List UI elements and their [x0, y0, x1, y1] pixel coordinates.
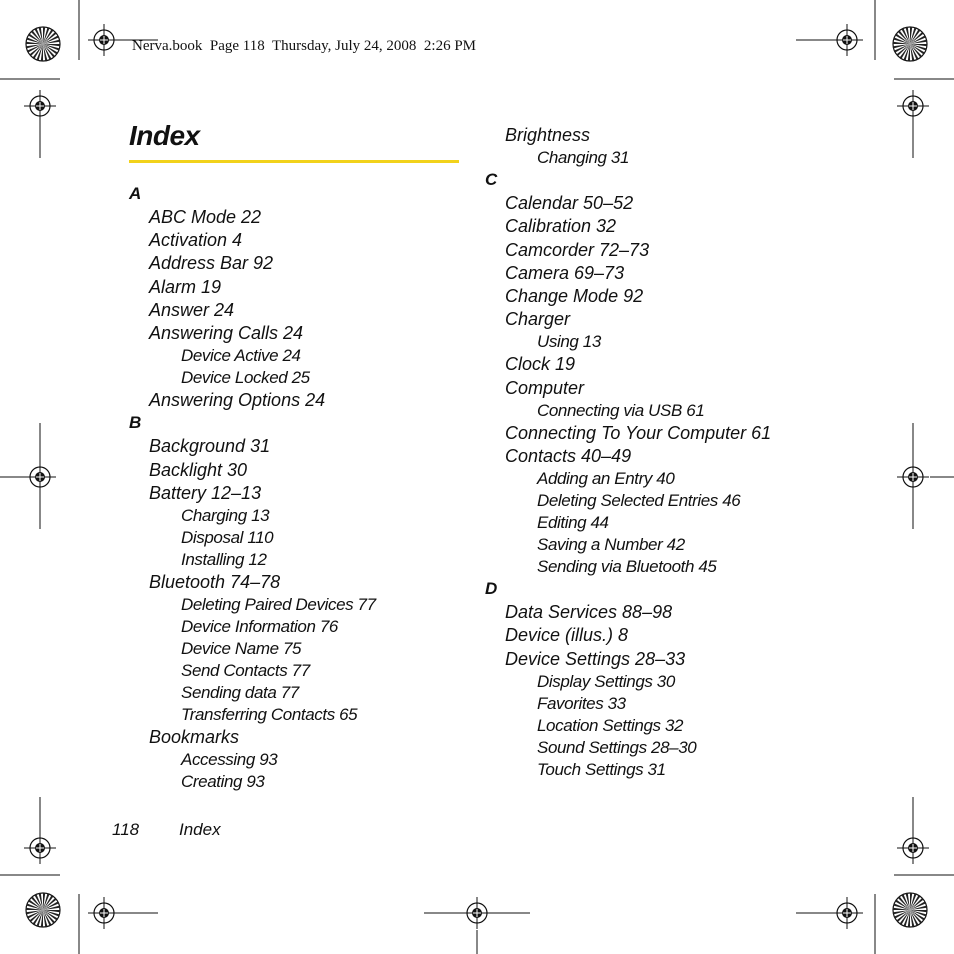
star-target-mark: [26, 27, 60, 61]
registration-mark: [88, 24, 120, 56]
registration-mark: [831, 24, 863, 56]
index-subentry: Touch Settings 31: [537, 759, 666, 779]
index-entry: Answer 24: [149, 299, 235, 320]
index-subentry: Connecting via USB 61: [537, 400, 705, 420]
index-subentry: Device Information 76: [181, 617, 338, 637]
star-target-mark: [893, 27, 927, 61]
index-subentry: Transferring Contacts 65: [181, 705, 358, 725]
index-entry: Change Mode 92: [505, 286, 644, 306]
star-target-mark: [26, 893, 60, 927]
index-entry: Bookmarks: [149, 727, 240, 748]
index-letter-heading: A: [129, 184, 142, 203]
footer-page-number: 118: [112, 820, 140, 839]
index-subentry: Sending data 77: [181, 683, 299, 703]
index-entry: Device Settings 28–33: [505, 648, 686, 669]
index-subentry: Sending via Bluetooth 45: [537, 557, 717, 577]
index-entry: Battery 12–13: [149, 482, 262, 503]
index-entry: Bluetooth 74–78: [149, 572, 281, 592]
print-slug: Nerva.book Page 118 Thursday, July 24, 2008 2:26 PM: [132, 38, 477, 54]
index-entry: Clock 19: [505, 354, 576, 375]
title-underline: [129, 160, 459, 163]
registration-mark: [461, 897, 493, 929]
registration-mark: [88, 897, 120, 929]
index-subentry: Changing 31: [537, 148, 630, 168]
index-entry: Calibration 32: [505, 216, 617, 237]
index-subentry: Adding an Entry 40: [537, 469, 675, 489]
index-subentry: Deleting Paired Devices 77: [181, 595, 376, 615]
index-subentry: Disposal 110: [181, 528, 274, 547]
registration-mark: [897, 90, 929, 122]
index-letter-heading: C: [485, 170, 498, 190]
index-entry: Device (illus.) 8: [505, 625, 629, 646]
footer-section-label: Index: [179, 820, 221, 839]
index-subentry: Saving a Number 42: [537, 535, 685, 555]
index-entry: Calendar 50–52: [505, 193, 634, 214]
index-subentry: Display Settings 30: [537, 671, 675, 691]
index-subentry: Installing 12: [181, 550, 267, 569]
index-subentry: Sound Settings 28–30: [537, 737, 697, 757]
index-entry: ABC Mode 22: [149, 207, 262, 227]
index-entry: Camcorder 72–73: [505, 239, 650, 260]
registration-mark: [897, 461, 929, 493]
index-letter-heading: D: [485, 579, 498, 599]
star-target-mark: [893, 893, 927, 927]
registration-mark: [24, 90, 56, 122]
index-entry: Camera 69–73: [505, 262, 625, 283]
index-subentry: Editing 44: [537, 513, 609, 533]
index-entry: Answering Options 24: [149, 390, 326, 411]
index-entry: Answering Calls 24: [149, 323, 304, 343]
index-entry: Data Services 88–98: [505, 602, 673, 623]
registration-mark: [24, 832, 56, 864]
registration-mark: [24, 461, 56, 493]
registration-mark: [897, 832, 929, 864]
index-subentry: Accessing 93: [181, 750, 278, 770]
index-entry: Contacts 40–49: [505, 446, 632, 466]
page-title: Index: [129, 120, 200, 151]
index-subentry: Using 13: [537, 332, 601, 352]
index-entry: Charger: [505, 309, 571, 330]
index-subentry: Favorites 33: [537, 693, 626, 713]
index-entry: Alarm 19: [149, 276, 222, 297]
index-entry: Connecting To Your Computer 61: [505, 422, 772, 443]
index-subentry: Creating 93: [181, 772, 265, 792]
index-entry: Computer: [505, 377, 585, 398]
index-entry: Backlight 30: [149, 459, 248, 480]
index-entry: Brightness: [505, 125, 591, 145]
index-entry: Address Bar 92: [149, 253, 274, 274]
registration-mark: [831, 897, 863, 929]
index-entry: Background 31: [149, 436, 271, 457]
index-subentry: Deleting Selected Entries 46: [537, 491, 741, 511]
index-subentry: Charging 13: [181, 506, 270, 525]
index-subentry: Device Active 24: [181, 346, 301, 366]
index-entry: Activation 4: [149, 230, 243, 251]
index-subentry: Location Settings 32: [537, 715, 684, 735]
index-subentry: Device Name 75: [181, 639, 302, 659]
index-letter-heading: B: [129, 413, 142, 433]
index-subentry: Device Locked 25: [181, 368, 310, 388]
index-subentry: Send Contacts 77: [181, 661, 310, 681]
